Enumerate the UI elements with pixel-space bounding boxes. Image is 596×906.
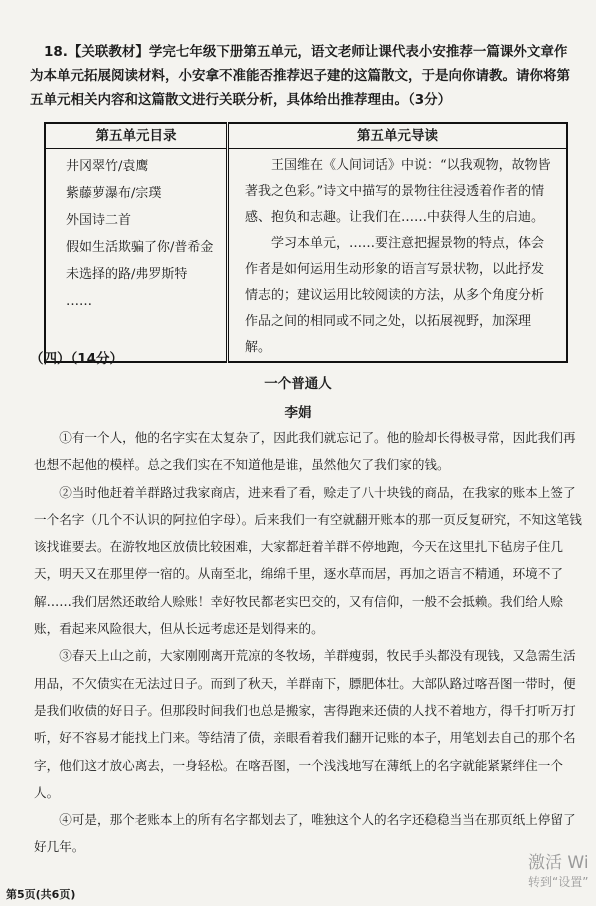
windows-activation-watermark (528, 852, 596, 890)
toc-item: 外国诗二首 (66, 213, 132, 228)
watermark-line2: 转到“设置” (528, 875, 589, 889)
section-label: （四）（14分） (30, 351, 124, 367)
toc-item: 未选择的路/弗罗斯特 (66, 267, 188, 282)
article-body (34, 424, 586, 861)
guide-body (229, 149, 566, 361)
article-paragraph: ②当时他赶着羊群路过我家商店，进来看了看，赊走了八十块钱的商品，在我家的账本上签了一个名字（几个不认识的阿拉伯字母）。后来我们一有空就翻开账本的那一页反复研究，不知这笔钱该找谁要去。在游牧地区放债比较困难，大家都赶着羊群不停地跑，今天在这里扎下毡房子住几天，明天又在那里停一宿的。从南至北，绵绵千里，逐水草而居，再加之语言不精通，环境不了解……我们居然还敢给人赊账！幸好牧民都老实巴交的，又有信仰，一般不会抵赖。我们给人赊账，看起来风险很大，但从长远考虑还是划得来的。 (34, 484, 582, 637)
guide-cell (228, 123, 568, 362)
guide-title: 第五单元导读 (229, 124, 566, 149)
article-title: 一个普通人 (264, 376, 332, 392)
article-paragraph: ③春天上山之前，大家刚刚离开荒凉的冬牧场，羊群瘦弱，牧民手头都没有现钱，又急需生活用品，不欠债实在无法过日子。而到了秋天，羊群南下，膘肥体壮。大部队路过喀吾图一带时，便是我们收债的好日子。但那段时间我们也总是搬家，害得跑来还债的人找不着地方，得千打听万打听，好不容易才能找上门来。等结清了债，亲眼看着我们翻开记账的本子，用笔划去自己的那个名字，他们这才放心离去，一身轻松。在喀吾图，一个浅浅地写在薄纸上的名字就能紧紧绊住一个人。 (34, 648, 576, 800)
article-paragraph: ④可是，那个老账本上的所有名字都划去了，唯独这个人的名字还稳稳当当在那页纸上停留了好几年。 (34, 812, 576, 855)
unit-reference-table (44, 122, 568, 363)
toc-list (46, 149, 226, 315)
toc-item: 假如生活欺骗了你/普希金 (66, 240, 214, 255)
toc-title: 第五单元目录 (46, 124, 226, 149)
page-footer: 第5页(共6页) (6, 888, 76, 901)
article-paragraph: ①有一个人，他的名字实在太复杂了，因此我们就忘记了。他的脸却长得极寻常，因此我们再也想不起他的模样。总之我们实在不知道他是谁，虽然他欠了我们家的钱。 (34, 430, 576, 473)
toc-item: …… (66, 294, 92, 309)
article-author: 李娟 (284, 405, 312, 421)
guide-paragraph: 王国维在《人间词话》中说：“以我观物，故物皆著我之色彩。”诗文中描写的景物往往浸透着作者的情感、抱负和志趣。让我们在……中获得人生的启迪。 (245, 158, 551, 225)
toc-cell (45, 123, 228, 362)
guide-paragraph: 学习本单元，……要注意把握景物的特点，体会作者是如何运用生动形象的语言写景状物，以此抒发情志的；建议运用比较阅读的方法，从多个角度分析作品之间的相同或不同之处，以拓展视野，加深理解。 (245, 236, 545, 355)
watermark-line1: 激活 Wi (528, 853, 589, 873)
toc-item: 紫藤萝瀑布/宗璞 (66, 186, 162, 201)
question-18 (30, 40, 580, 112)
question-text: 18.【关联教材】学完七年级下册第五单元，语文老师让课代表小安推荐一篇课外文章作为本单元拓展阅读材料，小安拿不准能否推荐迟子建的这篇散文，于是向你请教。请你将第五单元相关内容和这篇散文进行关联分析，具体给出推荐理由。（3分） (30, 44, 570, 108)
toc-item: 井冈翠竹/袁鹰 (66, 159, 149, 174)
